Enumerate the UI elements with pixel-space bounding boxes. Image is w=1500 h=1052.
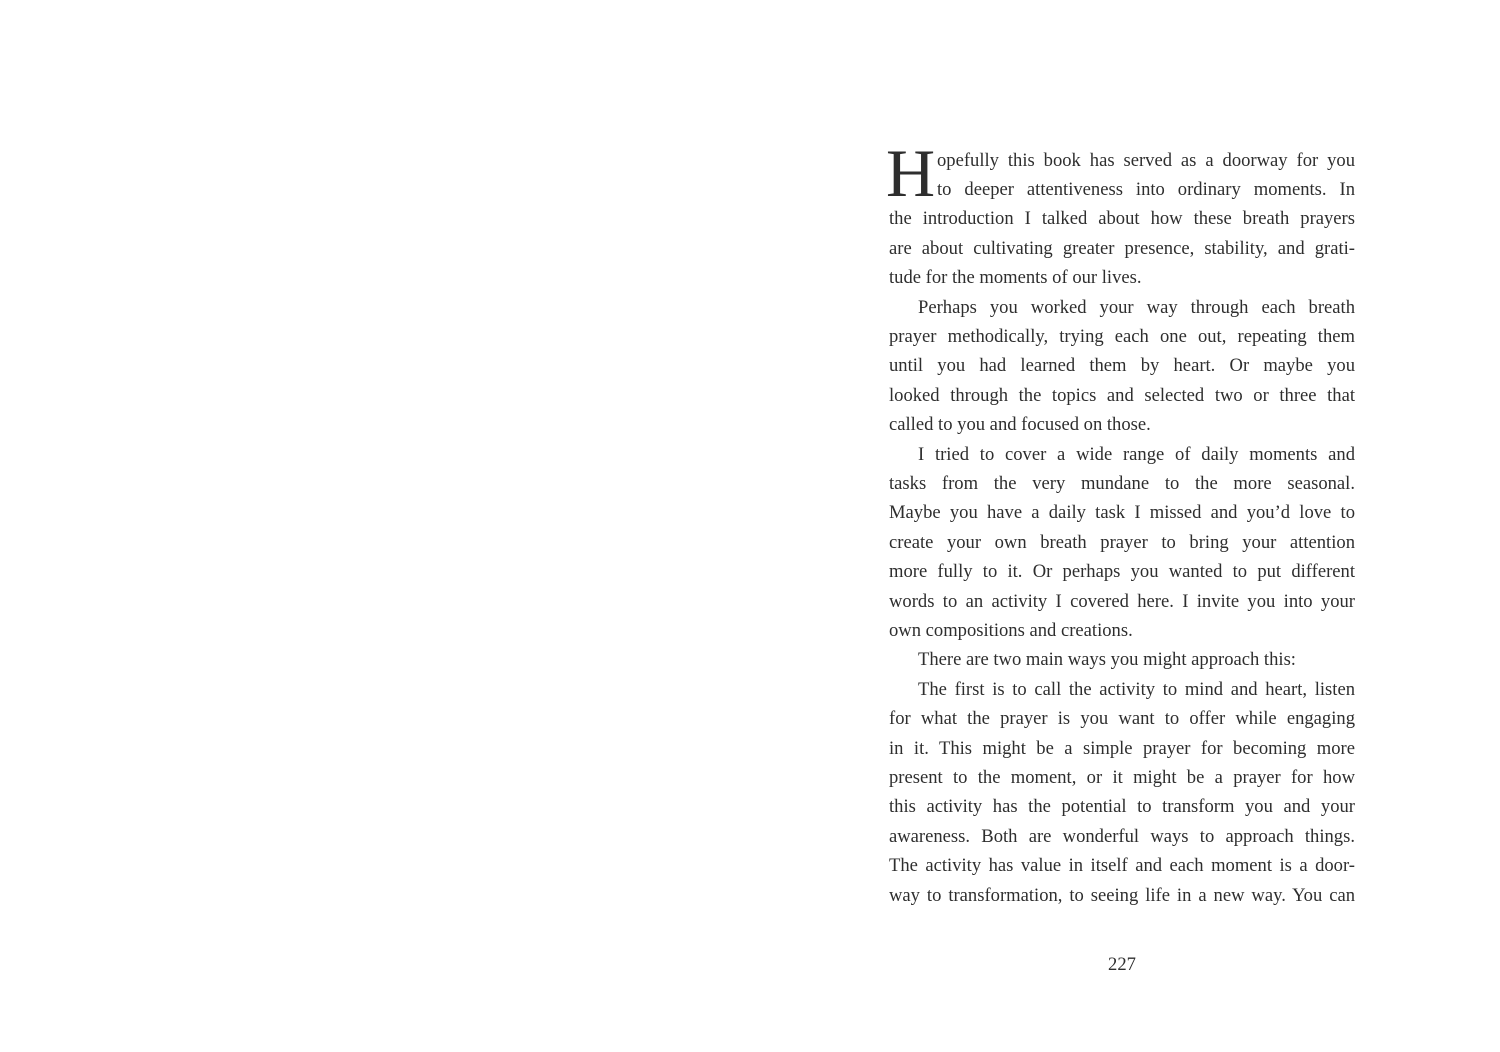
text-line: for what the prayer is you want to offer while engaging: [889, 708, 1355, 730]
text-line: are about cultivating greater presence, stability, and grati-: [889, 237, 1355, 259]
text-line: The first is to call the activity to mind and heart, listen: [918, 678, 1355, 700]
text-line: way to transformation, to seeing life in a new way. You can: [889, 884, 1355, 906]
text-line: present to the moment, or it might be a prayer for how: [889, 766, 1355, 788]
text-line: create your own breath prayer to bring your attention: [889, 531, 1355, 553]
text-line: Perhaps you worked your way through each breath: [918, 296, 1355, 318]
text-line: more fully to it. Or perhaps you wanted to put different: [889, 561, 1355, 583]
text-line: The activity has value in itself and each moment is a door-: [889, 855, 1355, 877]
text-line: tasks from the very mundane to the more seasonal.: [889, 472, 1355, 494]
page-number: 227: [1108, 954, 1136, 975]
text-line: to deeper attentiveness into ordinary moments. In: [937, 178, 1355, 200]
text-line: awareness. Both are wonderful ways to approach things.: [889, 825, 1355, 847]
text-line: opefully this book has served as a doorway for you: [937, 149, 1355, 171]
text-line: There are two main ways you might approach this:: [918, 649, 1296, 671]
text-line: called to you and focused on those.: [889, 414, 1151, 436]
text-line: prayer methodically, trying each one out, repeating them: [889, 325, 1355, 347]
text-line: in it. This might be a simple prayer for becoming more: [889, 737, 1355, 759]
text-line: own compositions and creations.: [889, 619, 1133, 641]
text-line: looked through the topics and selected two or three that: [889, 384, 1355, 406]
text-line: I tried to cover a wide range of daily moments and: [918, 443, 1355, 465]
text-line: words to an activity I covered here. I invite you into your: [889, 590, 1355, 612]
text-line: this activity has the potential to transform you and your: [889, 796, 1355, 818]
text-line: Maybe you have a daily task I missed and you’d love to: [889, 502, 1355, 524]
text-line: the introduction I talked about how these breath prayers: [889, 208, 1355, 230]
text-line: tude for the moments of our lives.: [889, 267, 1142, 289]
drop-cap: H: [886, 135, 936, 211]
text-line: until you had learned them by heart. Or maybe you: [889, 355, 1355, 377]
